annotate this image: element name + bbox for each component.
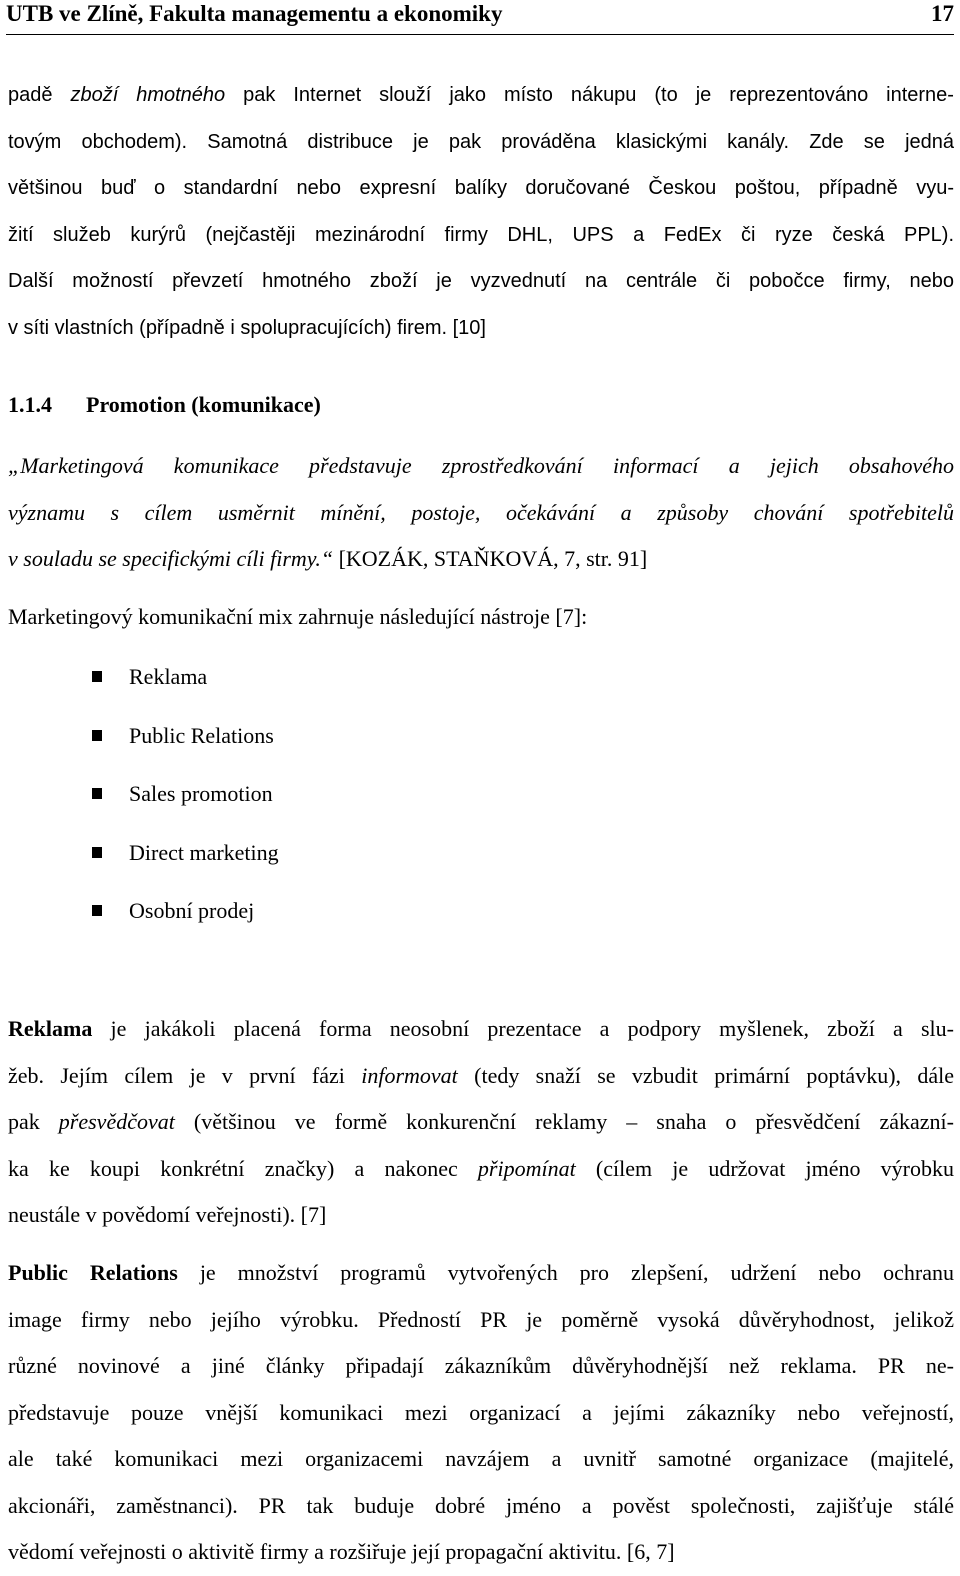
paragraph-public-relations (8, 1250, 954, 1576)
paragraph-distribution (8, 72, 954, 351)
text-span: (většinou ve formě konkurenční reklamy – snaha o přesvědčení zákazní- (174, 1109, 954, 1134)
text-line: žití služeb kurýrů (nejčastěji mezinárodní firmy DHL, UPS a FedEx či ryze česká PPL). (8, 223, 954, 246)
page-header (6, 0, 954, 35)
text-line (8, 1099, 954, 1146)
bold-term: Public Relations (8, 1260, 178, 1285)
text-line: v síti vlastních (případně i spolupracujících) firem. [10] (8, 316, 486, 339)
section-number: 1.1.4 (8, 392, 52, 417)
list-item-label: Sales promotion (129, 781, 273, 807)
text-line (8, 536, 954, 583)
text-line (8, 1250, 954, 1297)
bold-term: Reklama (8, 1016, 93, 1041)
text-span: pak Internet slouží jako místo nákupu (to je reprezentováno interne- (225, 84, 954, 106)
header-title: UTB ve Zlíně, Fakulta managementu a ekonomiky (6, 1, 503, 26)
text-span: (tedy snaží se vzbudit primární poptávku), dále (457, 1062, 955, 1088)
bullet-square-icon (92, 730, 102, 741)
text-span: padě (8, 84, 71, 106)
italic-term: informovat (361, 1062, 458, 1088)
bullet-square-icon (92, 788, 102, 799)
bullet-square-icon (92, 905, 102, 916)
quote-text: v souladu se specifickými cíli firmy.“ (8, 546, 334, 571)
list-item-label: Reklama (129, 664, 208, 689)
text-line: akcionáři, zaměstnanci). PR tak buduje dobré jméno a pověst společnosti, zajišťuje stálé (8, 1492, 954, 1518)
quote-paragraph (8, 443, 954, 583)
text-line: ale také komunikaci mezi organizacemi navzájem a uvnitř samotné organizace (majitelé, (8, 1446, 954, 1471)
list-item-label: Osobní prodej (129, 898, 255, 924)
list-item-label: Direct marketing (129, 839, 279, 865)
text-line (8, 1053, 954, 1100)
text-line: vědomí veřejnosti o aktivitě firmy a rozšiřuje její propagační aktivitu. [6, 7] (8, 1539, 675, 1564)
text-span: ka ke koupi konkrétní značky) a nakonec (8, 1155, 478, 1181)
list-item-label: Public Relations (129, 722, 274, 748)
text-span: žeb. Jejím cílem je v první fázi (8, 1062, 362, 1088)
text-line (8, 72, 954, 119)
text-span: je jakákoli placená forma neosobní prezentace a podpory myšlenek, zboží a slu- (92, 1016, 954, 1041)
paragraph-reklama (8, 1006, 954, 1239)
text-line (8, 1146, 954, 1193)
citation: [KOZÁK, STAŇKOVÁ, 7, str. 91] (333, 546, 648, 571)
text-span: pak (8, 1109, 59, 1134)
italic-term: přesvědčovat (58, 1109, 175, 1134)
page-number: 17 (931, 1, 954, 26)
text-line: „Marketingová komunikace představuje zprostředkování informací a jejich obsahového (8, 453, 954, 478)
text-span: (cílem je udržovat jméno výrobku (575, 1155, 954, 1181)
bullet-square-icon (92, 671, 102, 682)
italic-term: připomínat (477, 1155, 576, 1181)
text-line: tovým obchodem). Samotná distribuce je pak prováděna klasickými kanály. Zde se jedná (8, 130, 954, 153)
text-line: většinou buď o standardní nebo expresní balíky doručované Českou poštou, případně vyu- (8, 177, 954, 199)
section-title: Promotion (komunikace) (86, 392, 321, 417)
text-line: Další možností převzetí hmotného zboží je vyzvednutí na centrále či pobočce firmy, nebo (8, 270, 954, 292)
italic-term: zboží hmotného (70, 84, 226, 106)
section-heading (8, 392, 321, 418)
bullet-square-icon (92, 847, 102, 858)
text-line: různé novinové a jiné články připadají zákazníkům důvěryhodnější než reklama. PR ne- (8, 1353, 954, 1378)
text-line: představuje pouze vnější komunikaci mezi organizací a jejími zákazníky nebo veřejností, (8, 1399, 954, 1425)
text-line: image firmy nebo jejího výrobku. Předností PR je poměrně vysoká důvěryhodnost, jelikož (8, 1306, 954, 1332)
text-line: neustále v povědomí veřejnosti). [7] (8, 1202, 327, 1227)
text-line (8, 1006, 954, 1053)
text-span: je množství programů vytvořených pro zlepšení, udržení nebo ochranu (177, 1260, 954, 1285)
mix-intro: Marketingový komunikační mix zahrnuje následující nástroje [7]: (8, 604, 588, 629)
text-line: významu s cílem usměrnit mínění, postoje, očekávání a způsoby chování spotřebitelů (8, 499, 954, 525)
